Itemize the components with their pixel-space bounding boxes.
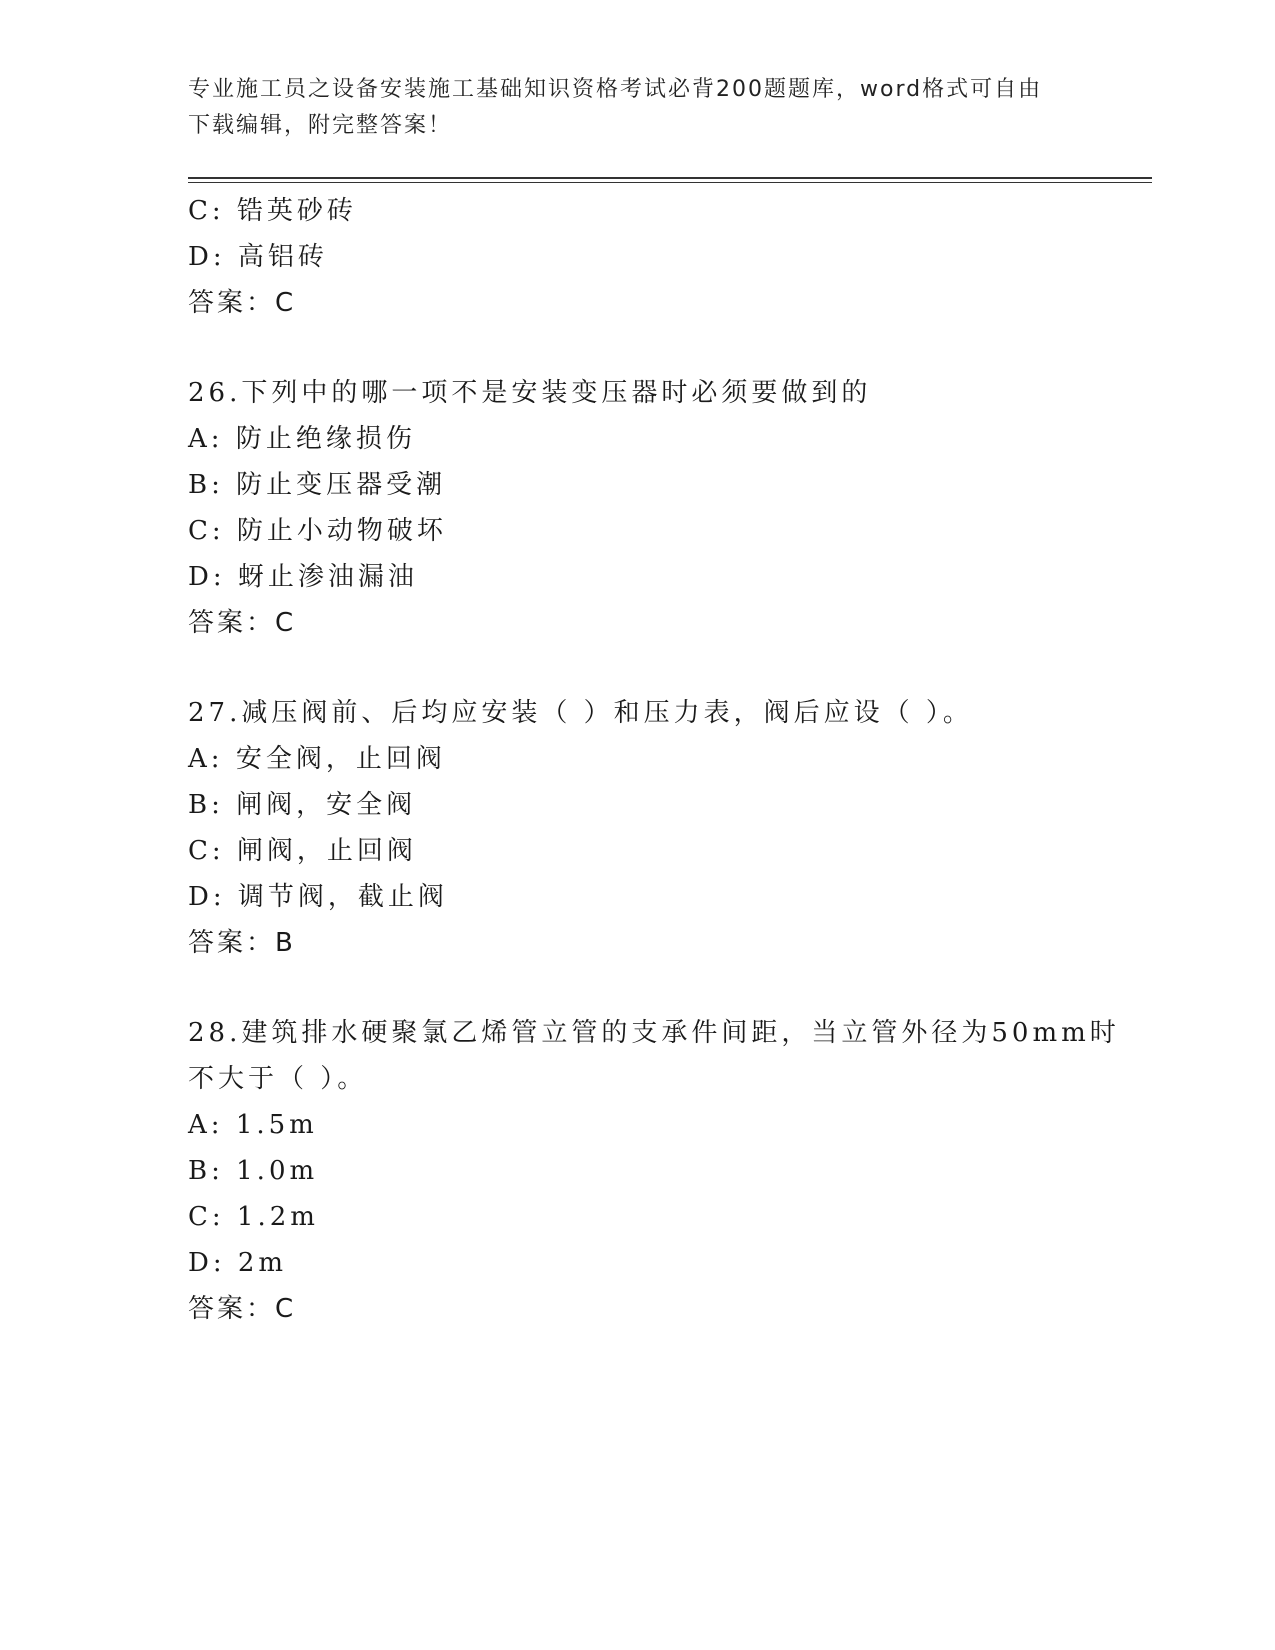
option-a bbox=[188, 416, 1088, 462]
option-text: 防止小动物破坏 bbox=[236, 516, 447, 546]
question-number: 27. bbox=[188, 698, 242, 728]
option-label: B: bbox=[188, 1156, 224, 1186]
option-label: A: bbox=[188, 424, 224, 454]
option-text: 1.2m bbox=[236, 1202, 319, 1232]
answer-line: 答案：C bbox=[188, 608, 297, 638]
option-text: 安全阀，止回阀 bbox=[235, 744, 446, 774]
option-c bbox=[188, 828, 1088, 874]
question-number: 26. bbox=[188, 378, 242, 408]
option-text: 1.5m bbox=[235, 1110, 318, 1140]
question-stem: 建筑排水硬聚氯乙烯管立管的支承件间距，当立管外径为50mm时 bbox=[241, 1018, 1120, 1048]
question-stem: 下列中的哪一项不是安装变压器时必须要做到的 bbox=[241, 378, 872, 408]
option-label: C: bbox=[188, 196, 225, 226]
option-text: 防止变压器受潮 bbox=[236, 470, 447, 500]
option-c bbox=[188, 508, 1088, 554]
option-label: C: bbox=[188, 1202, 225, 1232]
option-c bbox=[188, 188, 1088, 234]
option-label: D: bbox=[188, 562, 226, 592]
spacer bbox=[188, 326, 1088, 370]
option-b bbox=[188, 462, 1088, 508]
question-text bbox=[188, 690, 1088, 736]
question-block-27 bbox=[188, 690, 1088, 966]
option-c bbox=[188, 1194, 1088, 1240]
option-label: D: bbox=[188, 242, 226, 272]
question-text-line-1 bbox=[188, 1010, 1120, 1056]
option-text: 调节阀，截止阀 bbox=[237, 882, 448, 912]
answer-line: 答案：C bbox=[188, 288, 297, 318]
spacer bbox=[188, 966, 1088, 1010]
question-block-26 bbox=[188, 370, 1088, 646]
option-label: A: bbox=[188, 744, 224, 774]
document-header bbox=[188, 72, 1088, 144]
option-text: 蚜止渗油漏油 bbox=[237, 562, 418, 592]
option-label: D: bbox=[188, 1248, 226, 1278]
option-text: 锆英砂砖 bbox=[236, 196, 357, 226]
option-a bbox=[188, 736, 1088, 782]
option-label: C: bbox=[188, 836, 225, 866]
question-block-continued bbox=[188, 188, 1088, 326]
option-text: 闸阀，安全阀 bbox=[236, 790, 417, 820]
question-block-28 bbox=[188, 1010, 1120, 1332]
option-label: C: bbox=[188, 516, 225, 546]
question-text bbox=[188, 370, 1088, 416]
option-text: 高铝砖 bbox=[237, 242, 328, 272]
option-text: 2m bbox=[237, 1248, 288, 1278]
option-label: D: bbox=[188, 882, 226, 912]
question-text-line-2: 不大于（ ）。 bbox=[188, 1064, 368, 1094]
answer-line: 答案：C bbox=[188, 1294, 297, 1324]
document-body bbox=[188, 188, 1120, 1332]
header-title-line-1: 专业施工员之设备安装施工基础知识资格考试必背200题题库，word格式可自由 bbox=[188, 77, 1043, 102]
option-text: 闸阀，止回阀 bbox=[236, 836, 417, 866]
option-b bbox=[188, 1148, 1088, 1194]
option-b bbox=[188, 782, 1088, 828]
option-text: 1.0m bbox=[236, 1156, 319, 1186]
option-d bbox=[188, 1240, 1088, 1286]
header-divider-thin bbox=[188, 182, 1152, 183]
header-title-line-2: 下载编辑，附完整答案！ bbox=[188, 113, 453, 138]
option-d bbox=[188, 874, 1088, 920]
option-text: 防止绝缘损伤 bbox=[235, 424, 416, 454]
question-stem: 减压阀前、后均应安装（ ）和压力表，阀后应设（ ）。 bbox=[241, 698, 973, 728]
answer-line: 答案：B bbox=[188, 928, 296, 958]
question-number: 28. bbox=[188, 1018, 242, 1048]
option-label: B: bbox=[188, 470, 224, 500]
option-d bbox=[188, 554, 1088, 600]
option-a bbox=[188, 1102, 1088, 1148]
option-d bbox=[188, 234, 1088, 280]
spacer bbox=[188, 646, 1088, 690]
option-label: A: bbox=[188, 1110, 224, 1140]
header-divider-thick bbox=[188, 177, 1152, 179]
option-label: B: bbox=[188, 790, 224, 820]
